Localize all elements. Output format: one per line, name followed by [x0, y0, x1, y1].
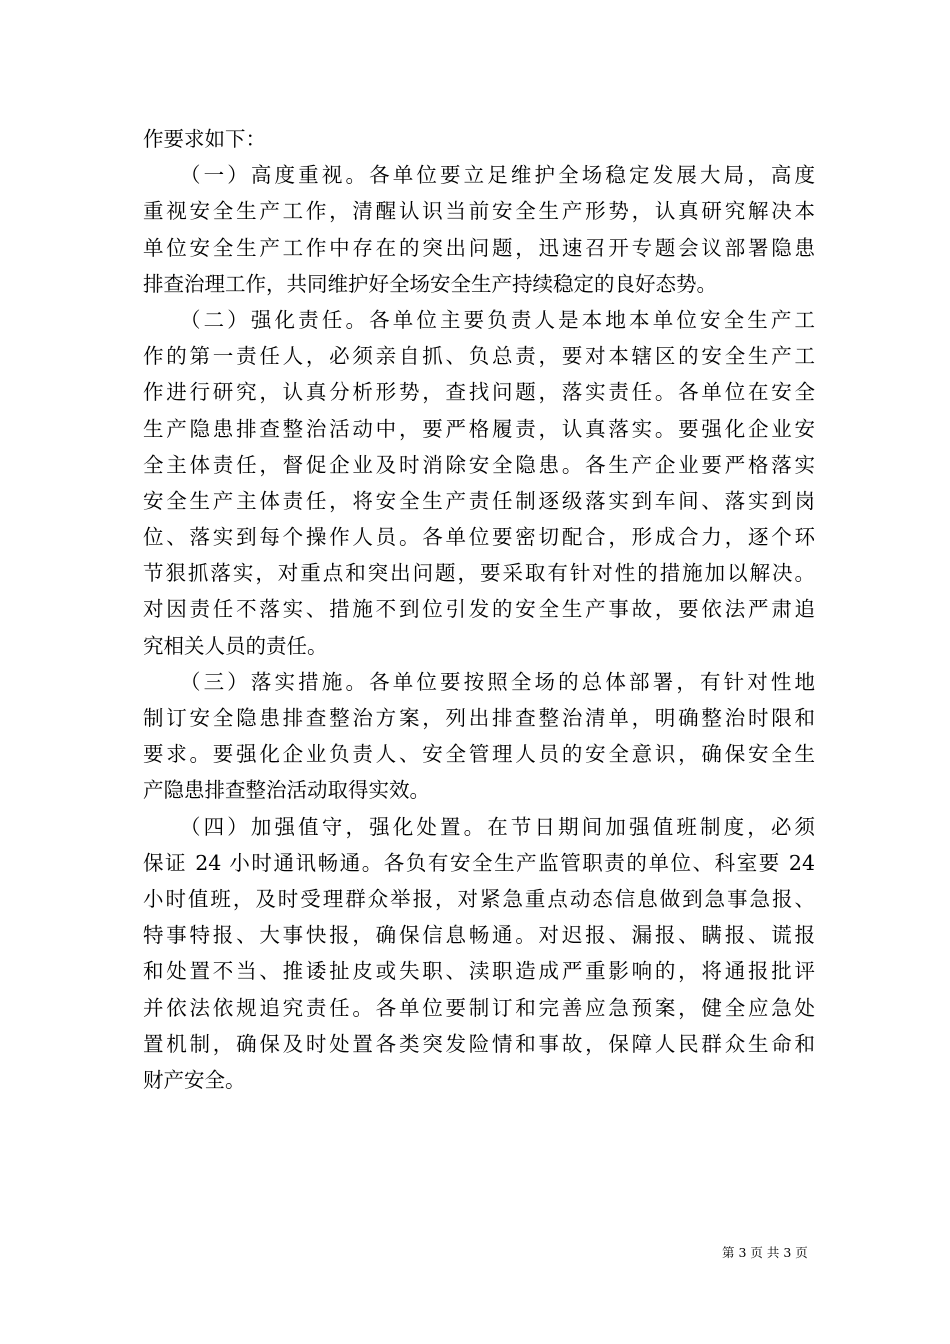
- text-line: 保证 24 小时通讯畅通。各负有安全生产监管职责的单位、科室要 24: [143, 850, 815, 875]
- text-line: 小时值班，及时受理群众举报，对紧急重点动态信息做到急事急报、: [143, 886, 815, 911]
- text-line: 作要求如下：: [143, 127, 266, 151]
- text-line: （二）强化责任。各单位主要负责人是本地本单位安全生产工: [143, 307, 815, 332]
- text-line: 作的第一责任人，必须亲自抓、负总责，要对本辖区的安全生产工: [143, 344, 815, 369]
- text-line: 和处置不当、推诿扯皮或失职、渎职造成严重影响的，将通报批评: [143, 959, 815, 984]
- text-line: （三）落实措施。各单位要按照全场的总体部署，有针对性地: [143, 669, 815, 694]
- text-line: 要求。要强化企业负责人、安全管理人员的安全意识，确保安全生: [143, 742, 815, 767]
- text-line: （一）高度重视。各单位要立足维护全场稳定发展大局，高度: [143, 163, 815, 188]
- text-line: 对因责任不落实、措施不到位引发的安全生产事故，要依法严肃追: [143, 597, 815, 622]
- document-body: [143, 121, 815, 1098]
- text-line: 究相关人员的责任。: [143, 633, 328, 658]
- text-line: 作进行研究，认真分析形势，查找问题，落实责任。各单位在安全: [143, 380, 815, 405]
- page-number: 第 3 页 共 3 页: [722, 1245, 808, 1260]
- text-line: 重视安全生产工作，清醒认识当前安全生产形势，认真研究解决本: [143, 199, 815, 224]
- text-line: 制订安全隐患排查整治方案，列出排查整治清单，明确整治时限和: [143, 706, 815, 730]
- text-line: 全主体责任，督促企业及时消除安全隐患。各生产企业要严格落实: [143, 452, 815, 477]
- text-line: 节狠抓落实，对重点和突出问题，要采取有针对性的措施加以解决。: [143, 561, 815, 586]
- text-line: 位、落实到每个操作人员。各单位要密切配合，形成合力，逐个环: [143, 525, 815, 550]
- text-line: 并依法依规追究责任。各单位要制订和完善应急预案，健全应急处: [143, 995, 815, 1020]
- text-line: 置机制，确保及时处置各类突发险情和事故，保障人民群众生命和: [143, 1031, 815, 1056]
- text-line: 单位安全生产工作中存在的突出问题，迅速召开专题会议部署隐患: [143, 235, 815, 260]
- text-line: 排查治理工作，共同维护好全场安全生产持续稳定的良好态势。: [143, 271, 717, 296]
- text-line: 生产隐患排查整治活动中，要严格履责，认真落实。要强化企业安: [143, 416, 815, 441]
- text-line: 财产安全。: [143, 1067, 246, 1092]
- text-line: 安全生产主体责任，将安全生产责任制逐级落实到车间、落实到岗: [143, 488, 815, 513]
- text-line: 产隐患排查整治活动取得实效。: [143, 778, 430, 803]
- text-line: 特事特报、大事快报，确保信息畅通。对迟报、漏报、瞒报、谎报: [143, 923, 815, 948]
- text-line: （四）加强值守，强化处置。在节日期间加强值班制度，必须: [143, 814, 815, 839]
